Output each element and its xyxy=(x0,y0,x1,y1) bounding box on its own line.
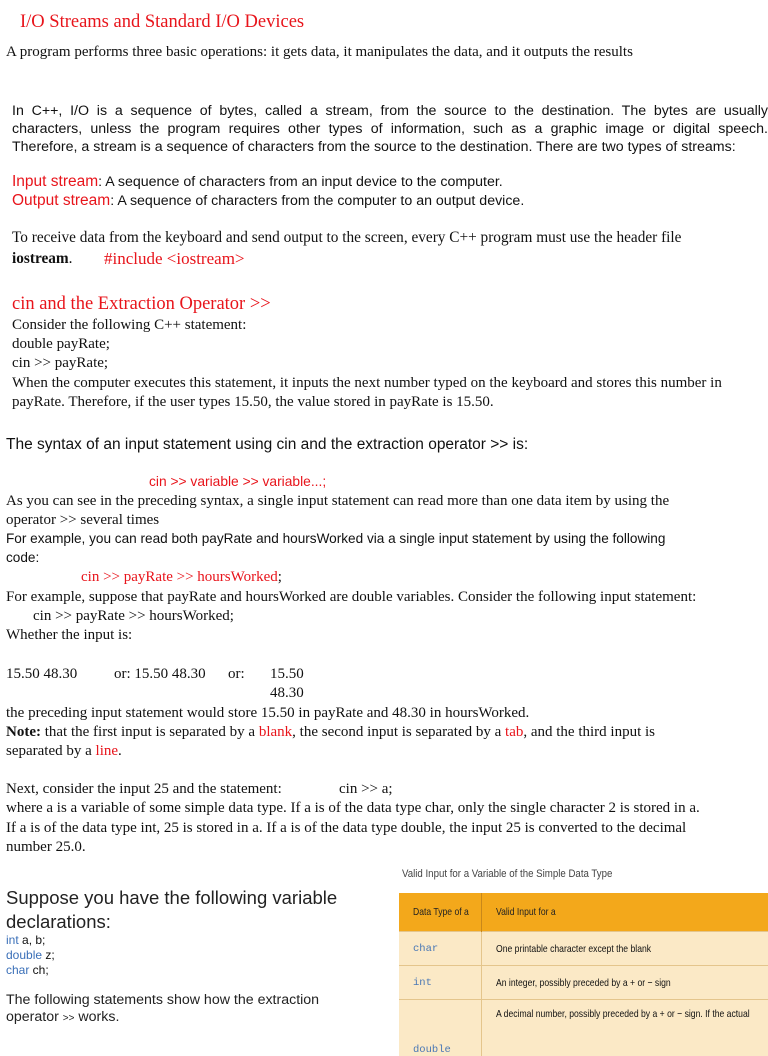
table-header xyxy=(399,893,482,932)
note-tab: tab xyxy=(505,724,523,740)
suppose-line: Whether the input is: xyxy=(6,627,132,644)
valid-input-table xyxy=(399,893,768,1056)
table-cell-type: char xyxy=(399,932,482,966)
declaration-char xyxy=(6,963,49,977)
declaration-vars: ch; xyxy=(29,963,48,977)
declarations-heading-2: declarations: xyxy=(6,911,111,933)
next-line: where a is a variable of some simple data type. If a is of the data type char, only the single character 2 is stored in a. xyxy=(6,800,700,817)
note-label: Note: xyxy=(6,724,41,740)
following-line-2 xyxy=(6,1009,119,1025)
input-stream-def xyxy=(12,173,503,191)
page-title: I/O Streams and Standard I/O Devices xyxy=(20,12,304,33)
input-example-1: 15.50 48.30 xyxy=(6,666,77,683)
declaration-vars: z; xyxy=(42,948,55,962)
example-line: code: xyxy=(6,550,39,565)
table-cell-text: An integer, possibly preceded by a + or − sign xyxy=(496,977,671,989)
following-text: works. xyxy=(74,1009,119,1025)
note-text: separated by a xyxy=(6,743,96,759)
note-text: , the second input is separated by a xyxy=(292,724,505,740)
note-text: , and the third input is xyxy=(523,724,655,740)
iostream-bold: iostream xyxy=(12,250,69,267)
output-stream-term: Output stream xyxy=(12,192,110,209)
suppose-code: cin >> payRate >> hoursWorked; xyxy=(33,608,234,625)
example-line: For example, you can read both payRate and hoursWorked via a single input statement by using the following xyxy=(6,531,665,546)
table-cell-text: One printable character except the blank xyxy=(496,943,651,955)
preceding-syntax-line: As you can see in the preceding syntax, a single input statement can read more than one data item by using the xyxy=(6,493,669,510)
next-line: If a is of the data type int, 25 is stored in a. If a is of the data type double, the input 25 is converted to the decimal xyxy=(6,820,686,837)
declarations-heading-1: Suppose you have the following variable xyxy=(6,887,337,909)
input-stream-text: : A sequence of characters from an input device to the computer. xyxy=(98,174,503,190)
note-line-1 xyxy=(6,724,655,741)
following-line-1: The following statements show how the extraction xyxy=(6,992,319,1008)
preceding-store: the preceding input statement would store 15.50 in payRate and 48.30 in hoursWorked. xyxy=(6,705,529,722)
table-cell-valid xyxy=(482,966,768,1000)
table-cell-valid xyxy=(482,1000,768,1056)
table-row xyxy=(399,1000,768,1056)
cin-line: Consider the following C++ statement: xyxy=(12,317,246,334)
preceding-syntax-line: operator >> several times xyxy=(6,512,159,529)
table-cell-text: A decimal number, possibly preceded by a + or − sign. If the actual xyxy=(496,1008,750,1020)
cin-line: double payRate; xyxy=(12,336,110,353)
intro-text: A program performs three basic operations: it gets data, it manipulates the data, and it outputs the results xyxy=(6,44,633,61)
iostream-text: To receive data from the keyboard and send output to the screen, every C++ program must use the header file xyxy=(12,229,681,247)
declaration-double xyxy=(6,948,55,962)
table-header-text: Valid Input for a xyxy=(496,906,556,918)
input-example-3b: 48.30 xyxy=(270,685,304,702)
table-row xyxy=(399,966,768,1000)
note-line-2 xyxy=(6,743,122,760)
code-example-suffix: ; xyxy=(278,569,282,585)
keyword-char: char xyxy=(6,963,29,977)
table-header-text: Data Type of a xyxy=(413,906,469,918)
stream-line: In C++, I/O is a sequence of bytes, called a stream, from the source to the destination. The bytes are usually xyxy=(12,102,768,120)
declaration-int xyxy=(6,933,45,947)
keyword-int: int xyxy=(6,933,19,947)
table-cell-valid xyxy=(482,932,768,966)
cin-line: cin >> payRate; xyxy=(12,355,108,372)
input-or: or: xyxy=(228,666,245,683)
following-text: operator xyxy=(6,1009,63,1025)
note-text: that the first input is separated by a xyxy=(41,724,259,740)
note-text: . xyxy=(118,743,122,759)
table-cell-type: int xyxy=(399,966,482,1000)
table-header xyxy=(482,893,768,932)
stream-paragraph xyxy=(12,102,768,156)
next-code: cin >> a; xyxy=(339,781,393,798)
include-directive: #include <iostream> xyxy=(104,249,245,269)
note-line: line xyxy=(96,743,119,759)
table-row xyxy=(399,932,768,966)
iostream-line2 xyxy=(12,250,72,268)
iostream-period: . xyxy=(69,250,73,267)
stream-line: Therefore, a stream is a sequence of characters from the source to the destination. There are two types of streams: xyxy=(12,138,768,156)
extraction-operator: >> xyxy=(63,1013,75,1024)
next-line: number 25.0. xyxy=(6,839,86,856)
output-stream-text: : A sequence of characters from the computer to an output device. xyxy=(110,193,524,209)
cin-line: payRate. Therefore, if the user types 15.50, the value stored in payRate is 15.50. xyxy=(12,394,494,411)
declaration-vars: a, b; xyxy=(19,933,46,947)
code-example xyxy=(81,569,282,586)
input-example-3a: 15.50 xyxy=(270,666,304,683)
stream-line: characters, unless the program requires other types of information, such as a graphic image or digital speech. xyxy=(12,120,768,138)
table-caption: Valid Input for a Variable of the Simple Data Type xyxy=(402,868,612,880)
output-stream-def xyxy=(12,192,524,210)
cin-heading: cin and the Extraction Operator >> xyxy=(12,294,271,315)
input-stream-term: Input stream xyxy=(12,173,98,190)
table-header-row xyxy=(399,893,768,932)
note-blank: blank xyxy=(259,724,292,740)
syntax-text: The syntax of an input statement using cin and the extraction operator >> is: xyxy=(6,436,528,454)
keyword-double: double xyxy=(6,948,42,962)
suppose-line: For example, suppose that payRate and hoursWorked are double variables. Consider the following input statement: xyxy=(6,589,696,606)
table-cell-type: double xyxy=(399,1000,482,1056)
syntax-code: cin >> variable >> variable...; xyxy=(149,474,326,489)
next-text: Next, consider the input 25 and the statement: xyxy=(6,781,282,798)
input-example-2: or: 15.50 48.30 xyxy=(114,666,206,683)
code-example-red: cin >> payRate >> hoursWorked xyxy=(81,569,278,585)
cin-line: When the computer executes this statement, it inputs the next number typed on the keyboard and stores this number in xyxy=(12,375,722,392)
